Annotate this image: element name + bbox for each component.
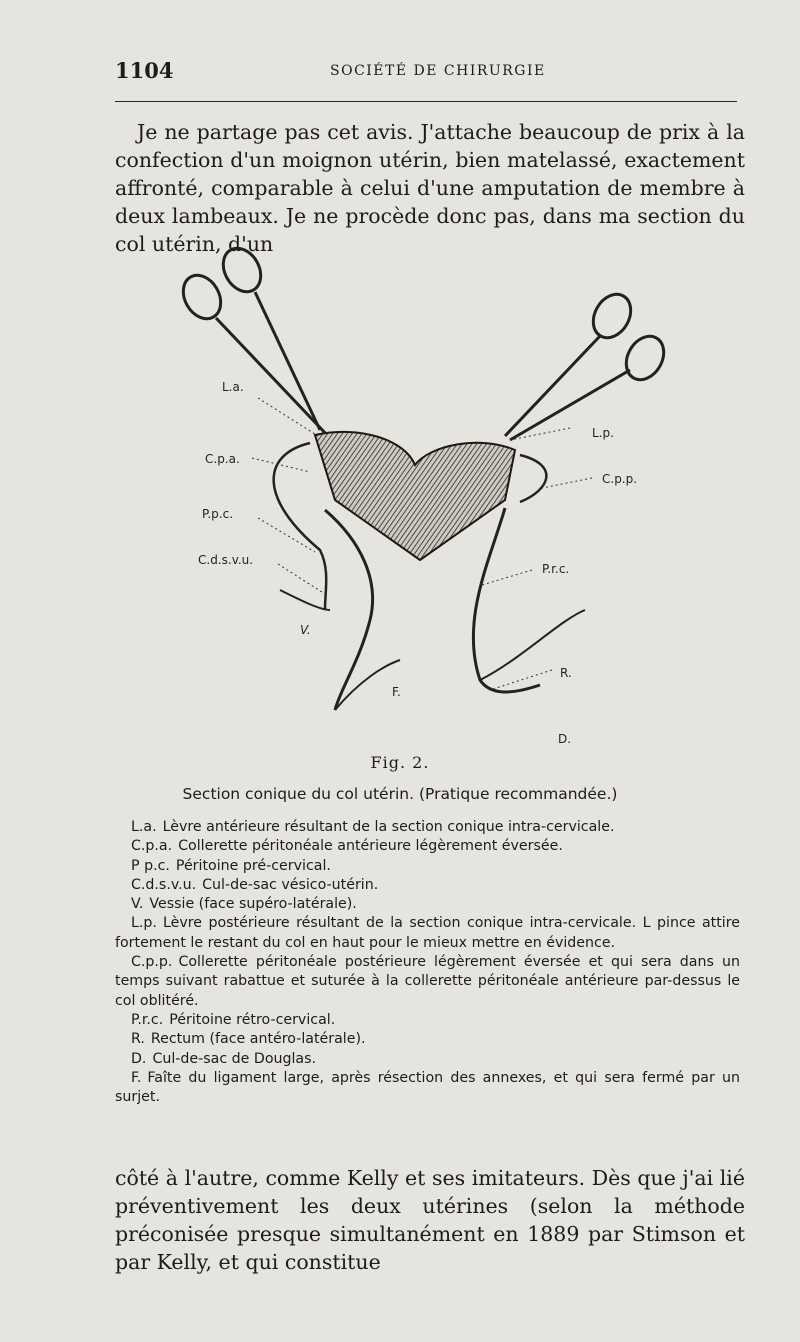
legend-text: Lèvre postérieure résultant de la section conique intra-cervicale. L pince attire fortement le restant du col en haut pour le mieux mettre en évidence. xyxy=(115,915,740,951)
legend-abbr: D. xyxy=(131,1050,147,1067)
label-d: D. xyxy=(558,732,572,746)
legend-text: Faîte du ligament large, après résection des annexes, et qui sera fermé par un surjet. xyxy=(115,1069,740,1106)
body-paragraph-bottom: côté à l'autre, comme Kelly et ses imitateurs. Dès que j'ai lié préventivement les deux utérines (selon la méthode préconisée presque simultanément en 1889 par Stimson et par Kelly, et qui constitue xyxy=(115,1166,745,1274)
legend-abbr: C.d.s.v.u. xyxy=(131,876,197,893)
label-cpp: C.p.p. xyxy=(602,472,638,486)
body-paragraph-top: Je ne partage pas cet avis. J'attache beaucoup de prix à la confection d'un moignon utérin, bien matelassé, exactement affronté, comparable à celui d'une amputation de membre à deux lambeaux. Je ne procède donc pas, dans ma section du col utérin, d'un xyxy=(115,120,745,256)
legend-text: Collerette péritonéale postérieure légèrement éversée et qui sera dans un temps suivant rabattue et suturée à la collerette péritonéale antérieure par-dessus le col oblitéré. xyxy=(115,954,740,1009)
legend-item xyxy=(115,818,740,837)
figure-number: Fig. 2. xyxy=(370,753,430,772)
right-forceps xyxy=(505,288,671,440)
legend-abbr: P p.c. xyxy=(131,857,170,874)
legend-item xyxy=(115,876,740,895)
legend-item xyxy=(115,837,740,856)
page-number: 1104 xyxy=(115,58,174,83)
running-title: SOCIÉTÉ DE CHIRURGIE xyxy=(330,63,546,79)
legend-text: Lèvre antérieure résultant de la section conique intra-cervicale. xyxy=(162,819,615,835)
legend-item xyxy=(115,1069,740,1108)
legend-abbr: R. xyxy=(131,1031,145,1048)
legend-abbr: C.p.p. xyxy=(131,954,173,971)
figure-caption: Section conique du col utérin. (Pratique recommandée.) xyxy=(182,785,618,803)
legend-text: Péritoine pré-cervical. xyxy=(175,857,331,874)
label-cdsvu: C.d.s.v.u. xyxy=(198,553,254,567)
label-ppc: P.p.c. xyxy=(202,507,234,521)
legend-abbr: L.a. xyxy=(131,819,157,835)
label-lp: L.p. xyxy=(592,426,614,440)
legend-item xyxy=(115,895,740,914)
legend-text: Cul-de-sac vésico-utérin. xyxy=(202,876,379,893)
legend-text: Rectum (face antéro-latérale). xyxy=(150,1031,366,1048)
header-rule xyxy=(115,101,737,102)
legend-abbr: F. xyxy=(131,1069,142,1086)
label-f: F. xyxy=(392,685,401,699)
legend-item xyxy=(115,953,740,1011)
left-forceps xyxy=(176,242,328,436)
legend-abbr: P.r.c. xyxy=(131,1011,164,1028)
legend-item xyxy=(115,1030,740,1049)
legend-abbr: V. xyxy=(131,896,144,913)
cervix-section-illustration xyxy=(160,240,680,760)
legend-item xyxy=(115,857,740,876)
legend-item xyxy=(115,914,740,953)
legend-text: Péritoine rétro-cervical. xyxy=(169,1011,336,1028)
anatomical-figure xyxy=(160,240,680,760)
label-v: V. xyxy=(300,623,311,637)
legend-abbr: C.p.a. xyxy=(131,838,173,855)
legend-abbr: L.p. xyxy=(131,915,157,932)
label-r: R. xyxy=(560,666,572,680)
legend-item xyxy=(115,1011,740,1030)
legend-text: Vessie (face supéro-latérale). xyxy=(149,896,357,913)
legend-text: Collerette péritonéale antérieure légèrement éversée. xyxy=(178,838,563,855)
label-la: L.a. xyxy=(222,380,244,394)
page-header xyxy=(115,58,737,88)
legend-item xyxy=(115,1050,740,1069)
label-prc: P.r.c. xyxy=(542,562,570,576)
legend-text: Cul-de-sac de Douglas. xyxy=(152,1050,317,1067)
label-cpa: C.p.a. xyxy=(205,452,240,466)
figure-legend xyxy=(115,818,740,1107)
